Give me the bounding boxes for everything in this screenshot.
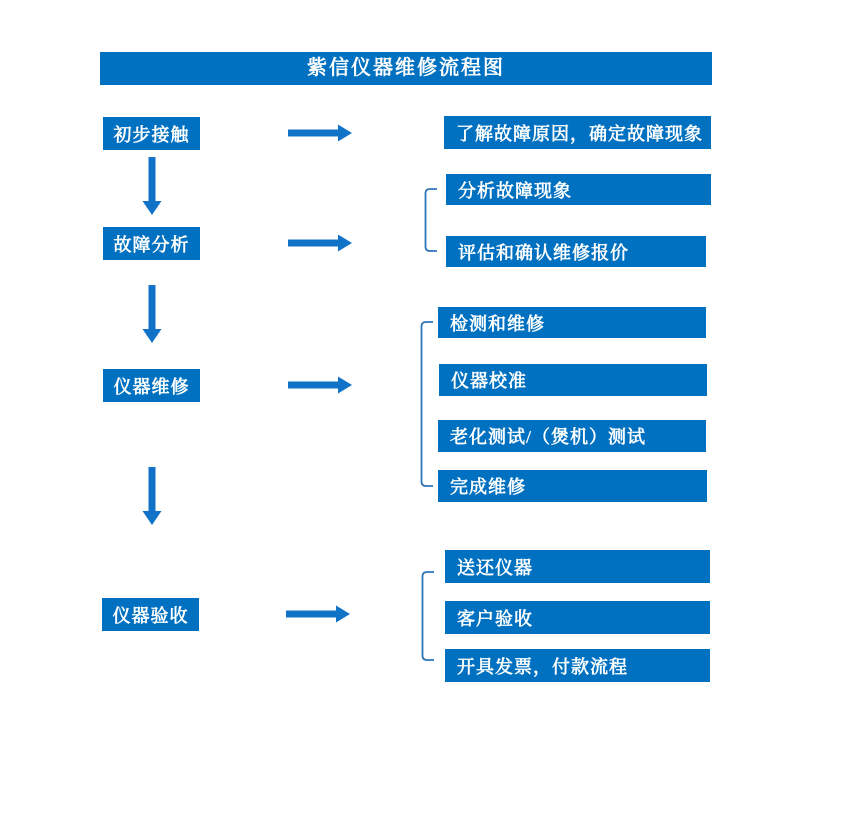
step-box-instrument-repair: 仪器维修: [103, 369, 200, 402]
arrow-right-icon: [288, 124, 352, 142]
detail-box-confirm-quote: 评估和确认维修报价: [446, 236, 706, 267]
detail-box-customer-acceptance: 客户验收: [445, 601, 710, 634]
detail-box-inspect-repair: 检测和维修: [438, 307, 706, 338]
step-box-instrument-acceptance: 仪器验收: [102, 598, 199, 631]
arrow-down-icon: [142, 467, 162, 525]
detail-box-analyze-fault: 分析故障现象: [446, 174, 711, 205]
detail-box-aging-test: 老化测试/（煲机）测试: [438, 420, 706, 452]
arrow-right-icon: [288, 376, 352, 394]
detail-box-understand-fault: 了解故障原因，确定故障现象: [444, 116, 711, 149]
bracket-icon: [420, 321, 434, 487]
step-box-fault-analysis: 故障分析: [103, 227, 200, 260]
bracket-icon: [421, 571, 435, 661]
detail-box-invoice-payment: 开具发票，付款流程: [445, 649, 710, 682]
detail-box-calibration: 仪器校准: [439, 364, 707, 396]
detail-box-return-instrument: 送还仪器: [445, 550, 710, 583]
detail-box-repair-complete: 完成维修: [438, 470, 707, 502]
flowchart-title: 紫信仪器维修流程图: [100, 52, 712, 85]
arrow-right-icon: [288, 234, 352, 252]
arrow-down-icon: [142, 157, 162, 215]
step-box-initial-contact: 初步接触: [103, 117, 200, 150]
arrow-down-icon: [142, 285, 162, 343]
bracket-icon: [424, 188, 438, 252]
arrow-right-icon: [286, 605, 350, 623]
